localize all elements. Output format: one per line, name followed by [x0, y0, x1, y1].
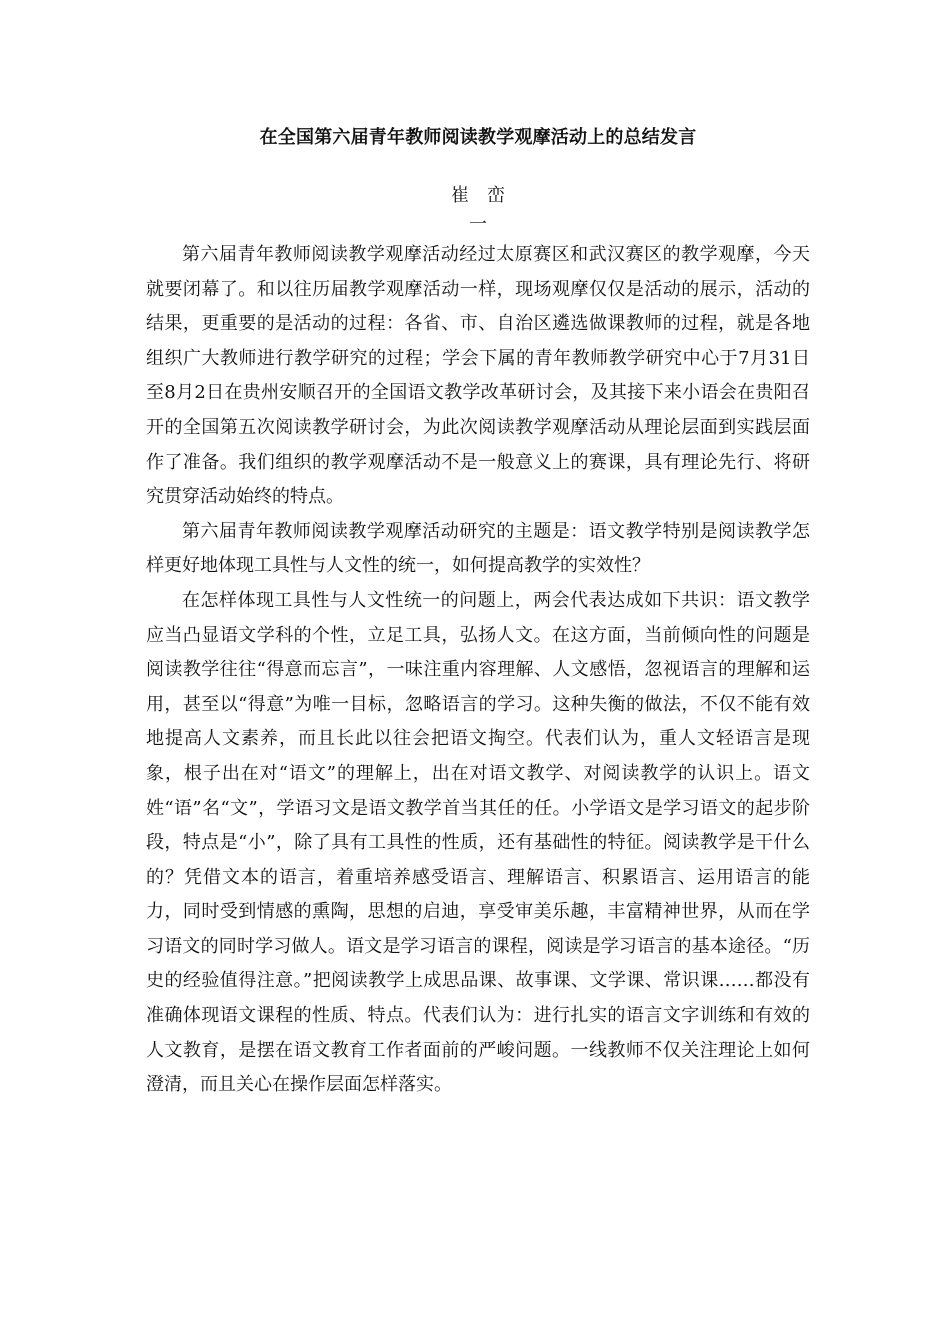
paragraph-1: 第六届青年教师阅读教学观摩活动经过太原赛区和武汉赛区的教学观摩，今天就要闭幕了。和以往历届教学观摩活动一样，现场观摩仅仅是活动的展示，活动的结果，更重要的是活动的过程：各省、市、自治区遴选做课教师的过程，就是各地组织广大教师进行教学研究的过程；学会下属的青年教师教学研究中心于7月31日至8月2日在贵州安顺召开的全国语文教学改革研讨会，及其接下来小语会在贵阳召开的全国第五次阅读教学研讨会，为此次阅读教学观摩活动从理论层面到实践层面作了准备。我们组织的教学观摩活动不是一般意义上的赛课，具有理论先行、将研究贯穿活动始终的特点。 [146, 244, 810, 508]
paragraph-3: 在怎样体现工具性与人文性统一的问题上，两会代表达成如下共识：语文教学应当凸显语文学科的个性，立足工具，弘扬人文。在这方面，当前倾向性的问题是阅读教学往往“得意而忘言”，一味注重内容理解、人文感悟，忽视语言的理解和运用，甚至以“得意”为唯一目标，忽略语言的学习。这种失衡的做法，不仅不能有效地提高人文素养，而且长此以往会把语文掏空。代表们认为，重人文轻语言是现象，根子出在对“语文”的理解上，出在对语文教学、对阅读教学的认识上。语文姓“语”名“文”，学语习文是语文教学首当其任的任。小学语文是学习语文的起步阶段，特点是“小”，除了具有工具性的性质，还有基础性的特征。阅读教学是干什么的？凭借文本的语言，着重培养感受语言、理解语言、积累语言、运用语言的能力，同时受到情感的熏陶，思想的启迪，享受审美乐趣，丰富精神世界，从而在学习语文的同时学习做人。语文是学习语言的课程，阅读是学习语言的基本途径。“历史的经验值得注意。”把阅读教学上成思品课、故事课、文学课、常识课……都没有准确体现语文课程的性质、特点。代表们认为：进行扎实的语言文字训练和有效的人文教育，是摆在语文教育工作者面前的严峻问题。一线教师不仅关注理论上如何澄清，而且关心在操作层面怎样落实。 [146, 589, 810, 1096]
document-page [146, 118, 810, 1103]
document-title: 在全国第六届青年教师阅读教学观摩活动上的总结发言 [259, 127, 697, 148]
paragraph-2: 第六届青年教师阅读教学观摩活动研究的主题是：语文教学特别是阅读教学怎样更好地体现工具性与人文性的统一，如何提高教学的实效性？ [146, 520, 810, 577]
author-name: 崔峦 [451, 185, 523, 206]
section-number: 一 [469, 214, 487, 235]
